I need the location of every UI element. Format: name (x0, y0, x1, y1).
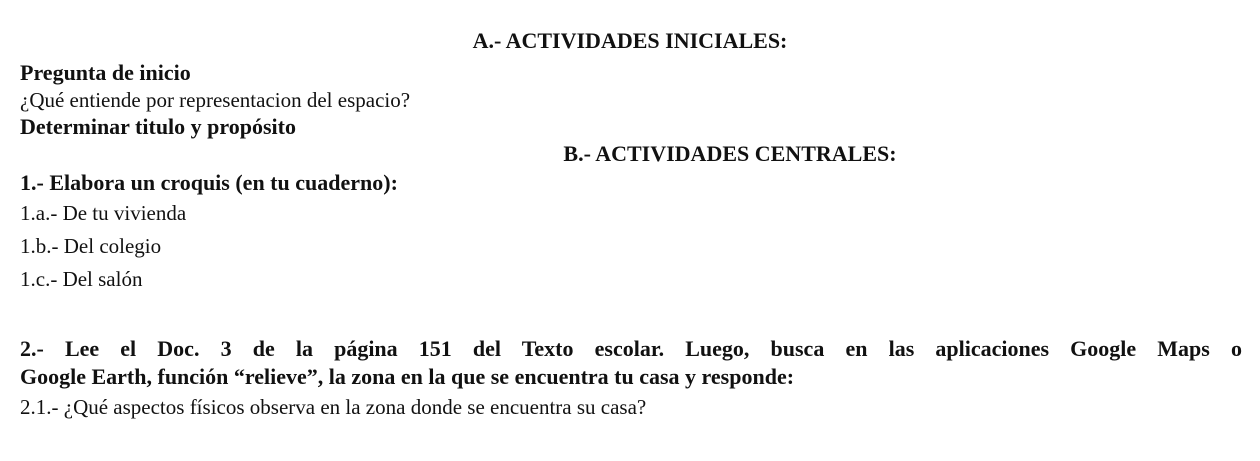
title-purpose-task: Determinar titulo y propósito (20, 114, 296, 139)
activity-1-item-b: 1.b.- Del colegio (20, 234, 162, 258)
section-a-heading: A.- ACTIVIDADES INICIALES: (472, 28, 788, 53)
section-b-heading: B.- ACTIVIDADES CENTRALES: (563, 141, 897, 166)
activity-2-title-line-1: 2.- Lee el Doc. 3 de la página 151 del Texto escolar. Luego, busca en las aplicaciones Google Maps o (20, 336, 1242, 361)
activity-1-title: 1.- Elabora un croquis (en tu cuaderno): (20, 170, 398, 195)
activity-1-item-c: 1.c.- Del salón (20, 267, 143, 291)
initial-question: ¿Qué entiende por representacion del espacio? (20, 88, 411, 112)
activity-2-title-line-2: Google Earth, función “relieve”, la zona en la que se encuentra tu casa y responde: (20, 364, 795, 389)
question-label: Pregunta de inicio (20, 60, 191, 85)
activity-1-item-a: 1.a.- De tu vivienda (20, 201, 187, 225)
activity-2-question-1: 2.1.- ¿Qué aspectos físicos observa en la zona donde se encuentra su casa? (20, 395, 647, 419)
